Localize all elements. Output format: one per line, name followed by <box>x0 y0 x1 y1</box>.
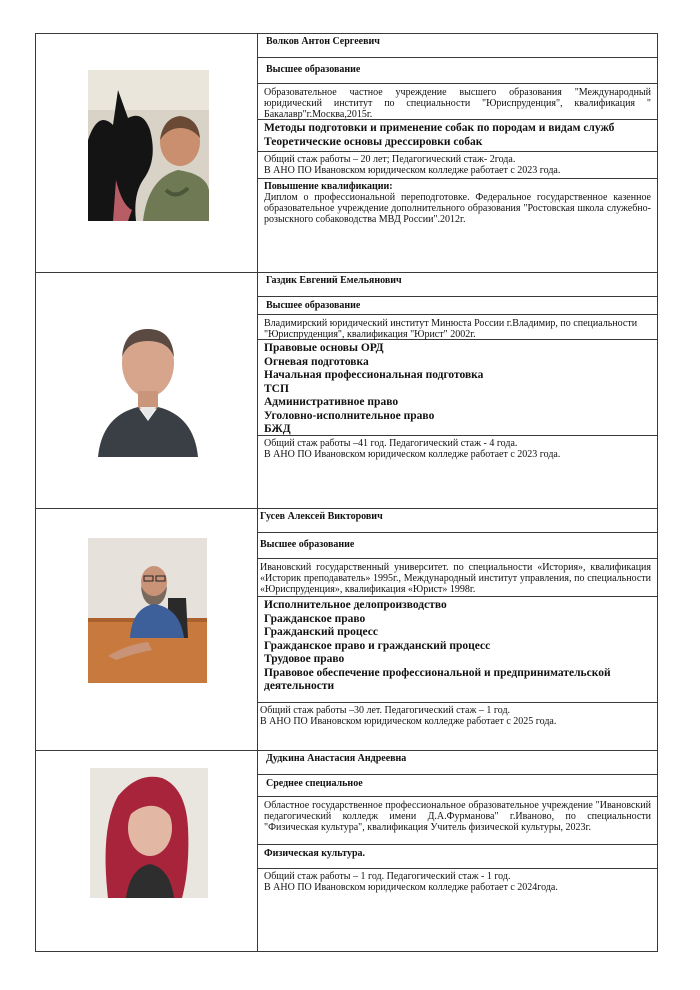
experience-total: Общий стаж работы –30 лет. Педагогический стаж – 1 год. <box>260 705 511 716</box>
subject-item: Уголовно-исполнительное право <box>264 409 435 422</box>
subjects-list <box>258 845 657 869</box>
teacher-photo <box>98 321 198 457</box>
subjects-list <box>258 597 657 703</box>
photo-cell <box>36 273 258 508</box>
subject-item: Исполнительное делопроизводство <box>264 599 447 611</box>
info-cell <box>258 34 657 272</box>
teacher-name: Волков Антон Сергеевич <box>258 34 657 58</box>
experience-college: В АНО ПО Ивановском юридическом колледже работает с 2023 года. <box>264 165 561 176</box>
teacher-row <box>36 34 657 272</box>
qualification-details: Диплом о профессиональной переподготовке. Федеральное государственное казенное образовательное учреждение дополнительного образования "Ростовская школа служебно-розыскного собаководства МВД России".2012г. <box>264 192 651 225</box>
subject-item: Физическая культура. <box>264 848 366 859</box>
info-cell <box>258 273 657 508</box>
experience <box>258 869 657 895</box>
experience-total: Общий стаж работы – 1 год. Педагогический стаж - 1 год. <box>264 871 511 882</box>
photo-cell <box>36 509 258 750</box>
subject-item: Трудовое право <box>264 653 345 665</box>
staff-table <box>35 33 658 952</box>
experience-college: В АНО ПО Ивановском юридическом колледже работает с 2023 года. <box>264 449 561 460</box>
education-details: Владимирский юридический институт Минюста России г.Владимир, по специальности "Юриспруденция", квалификация "Юрист" 2002г. <box>258 315 657 340</box>
teacher-row <box>36 750 657 951</box>
info-cell <box>258 509 657 750</box>
experience-college: В АНО ПО Ивановском юридическом колледже работает с 2025 года. <box>260 716 557 727</box>
subject-item: Гражданское право <box>264 612 366 625</box>
teacher-photo <box>88 70 209 221</box>
teacher-name: Газдик Евгений Емельянович <box>258 273 657 297</box>
qualification <box>258 179 657 227</box>
subject-item: Начальная профессиональная подготовка <box>264 369 484 381</box>
experience-total: Общий стаж работы –41 год. Педагогический стаж - 4 года. <box>264 438 518 449</box>
experience-college: В АНО ПО Ивановском юридическом колледже работает с 2024года. <box>264 882 558 893</box>
education-details: Ивановский государственный университет. по специальности «История», квалификация «Историк преподаватель» 1995г., Международный институт управления, по специальности «Юриспруденция», квалификация «Юрист» 1998г. <box>258 559 657 597</box>
teacher-photo <box>88 538 207 683</box>
info-cell <box>258 751 657 951</box>
education-level: Высшее образование <box>258 58 657 84</box>
teacher-name: Гусев Алексей Викторович <box>258 509 657 533</box>
qualification-title: Повышение квалификации: <box>264 181 393 192</box>
education-details: Областное государственное профессиональное образовательное учреждение "Ивановский педагогический колледж имени Д.А.Фурманова" г.Иваново, по специальности "Физическая культура", квалификация Учитель физической культуры, 2023г. <box>258 797 657 845</box>
photo-cell <box>36 751 258 951</box>
education-level: Высшее образование <box>258 297 657 315</box>
subject-item: Огневая подготовка <box>264 355 369 368</box>
teacher-photo <box>90 768 208 898</box>
subject-item: ТСП <box>264 382 289 395</box>
teacher-name: Дудкина Анастасия Андреевна <box>258 751 657 775</box>
teacher-row <box>36 272 657 508</box>
subjects-list <box>258 340 657 436</box>
education-details: Образовательное частное учреждение высшего образования "Международный юридический институт по специальности "Юриспруденция", квалификация " Бакалавр"г.Москва,2015г. <box>258 84 657 120</box>
subject-item: Правовое обеспечение профессиональной и предпринимательской деятельности <box>264 666 611 692</box>
photo-cell <box>36 34 258 272</box>
subject-item: БЖД <box>264 423 291 435</box>
subject-item: Методы подготовки и применение собак по породам и видам служб <box>264 122 615 134</box>
subject-item: Гражданский процесс <box>264 626 378 638</box>
subject-item: Гражданское право и гражданский процесс <box>264 639 491 652</box>
experience <box>258 703 657 729</box>
subjects-list <box>258 120 657 152</box>
experience <box>258 436 657 462</box>
teacher-row <box>36 508 657 750</box>
education-level: Среднее специальное <box>258 775 657 797</box>
experience-total: Общий стаж работы – 20 лет; Педагогический стаж- 2года. <box>264 154 516 165</box>
education-level: Высшее образование <box>258 533 657 559</box>
subject-item: Теоретические основы дрессировки собак <box>264 135 483 148</box>
subject-item: Правовые основы ОРД <box>264 342 384 354</box>
experience <box>258 152 657 179</box>
subject-item: Административное право <box>264 396 399 408</box>
